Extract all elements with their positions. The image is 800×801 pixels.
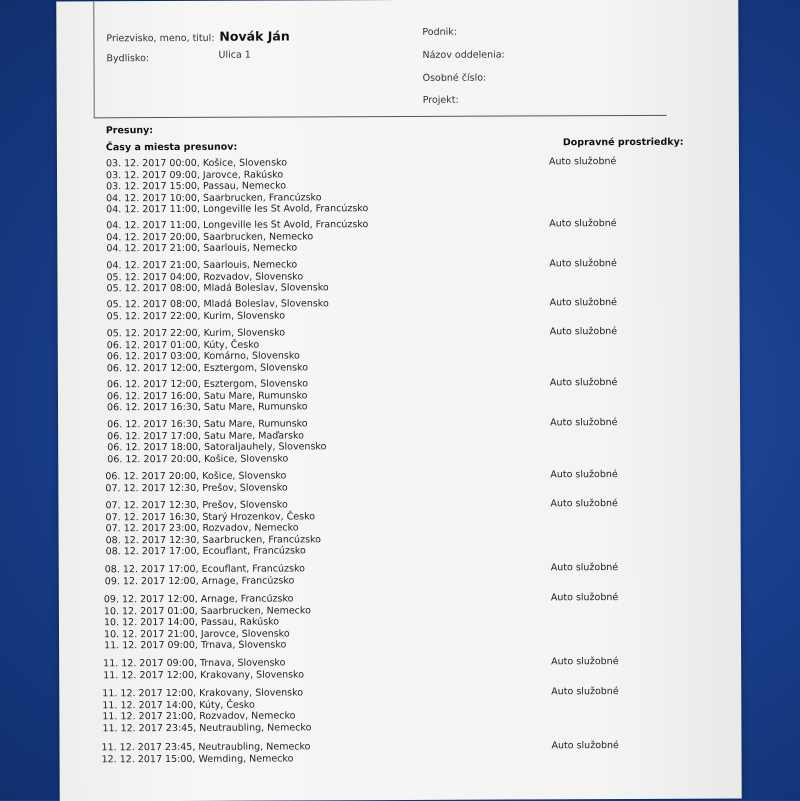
transfer-group	[59, 592, 741, 652]
transfer-line: 06. 12. 2017 18:00, Satoraljauhely, Slovensko	[107, 441, 327, 454]
section-title: Presuny:	[105, 125, 154, 137]
address-label: Bydlisko:	[106, 53, 150, 65]
transfer-lines	[107, 418, 326, 465]
transfer-lines	[107, 378, 308, 414]
transfer-line: 06. 12. 2017 17:00, Satu Mare, Maďarsko	[107, 430, 304, 442]
transfer-line: 05. 12. 2017 04:00, Rozvadov, Slovensko	[106, 271, 304, 283]
transfer-line: 06. 12. 2017 20:00, Košice, Slovensko	[105, 470, 287, 483]
transport-header: Dopravné prostriedky:	[562, 136, 684, 149]
address-value: Ulica 1	[218, 49, 251, 61]
transfer-group	[57, 218, 739, 255]
transfer-line: 08. 12. 2017 12:30, Saarbrucken, Francúzsko	[105, 534, 322, 547]
name-label: Priezvisko, meno, titul:	[106, 32, 215, 45]
times-header: Časy a miesta presunov:	[105, 141, 238, 154]
transfer-line: 07. 12. 2017 12:30, Prešov, Slovensko	[105, 499, 288, 512]
transfer-line: 04. 12. 2017 10:00, Saarbrucken, Francúzsko	[106, 192, 322, 205]
transfer-lines	[102, 687, 311, 734]
transfer-line: 11. 12. 2017 23:45, Neutraubling, Nemecko	[101, 741, 311, 754]
transport-vehicle: Auto služobné	[549, 326, 618, 338]
transfer-lines	[107, 298, 329, 322]
transfer-group	[58, 498, 740, 558]
transfer-line: 10. 12. 2017 21:00, Jarovce, Slovensko	[103, 628, 290, 641]
transfer-line: 07. 12. 2017 12:30, Prešov, Slovensko	[105, 482, 288, 494]
transport-vehicle: Auto služobné	[550, 498, 618, 510]
transfer-line: 05. 12. 2017 22:00, Kurim, Slovensko	[106, 327, 286, 340]
transfer-line: 08. 12. 2017 17:00, Ecouflant, Francúzsko	[105, 545, 306, 558]
transport-vehicle: Auto služobné	[551, 656, 619, 668]
transfer-lines	[107, 327, 308, 374]
transfer-line: 11. 12. 2017 12:00, Krakovany, Slovensko	[102, 687, 304, 700]
transfer-group	[58, 297, 740, 322]
transfer-line: 04. 12. 2017 20:00, Saarbrucken, Nemecko	[106, 230, 314, 243]
transfer-line: 12. 12. 2017 15:00, Wemding, Nemecko	[101, 753, 294, 765]
transfer-group	[58, 377, 740, 414]
document-page	[56, 0, 741, 801]
transport-vehicle: Auto služobné	[549, 218, 617, 230]
transport-vehicle: Auto služobné	[549, 297, 617, 309]
company-label: Podnik:	[422, 26, 458, 38]
department-label: Názov oddelenia:	[422, 49, 505, 61]
transfer-group	[58, 469, 740, 494]
transfer-lines	[103, 657, 304, 681]
transfer-lines	[104, 593, 311, 652]
transfer-line: 11. 12. 2017 09:00, Trnava, Slovensko	[103, 657, 286, 670]
project-label: Projekt:	[422, 94, 459, 106]
transport-vehicle: Auto služobné	[550, 592, 619, 604]
transfer-line: 07. 12. 2017 16:30, Starý Hrozenkov, Česko	[105, 510, 316, 523]
transfer-line: 11. 12. 2017 14:00, Kúty, Česko	[102, 699, 255, 711]
transfer-group	[59, 686, 741, 735]
transfer-group	[59, 656, 741, 681]
name-value: Novák Ján	[219, 28, 290, 44]
transport-vehicle: Auto služobné	[549, 258, 617, 270]
transfer-group	[59, 740, 741, 765]
transfer-line: 06. 12. 2017 03:00, Komárno, Slovensko	[106, 350, 300, 363]
transfer-line: 05. 12. 2017 08:00, Mladá Boleslav, Slovensko	[106, 298, 329, 311]
transfer-line: 06. 12. 2017 16:30, Satu Mare, Rumunsko	[107, 418, 308, 431]
transfer-line: 06. 12. 2017 12:00, Esztergom, Slovensko	[106, 378, 309, 391]
transfer-lines	[101, 741, 310, 765]
transfer-group	[57, 258, 739, 295]
transfer-line: 10. 12. 2017 01:00, Saarbrucken, Nemecko	[103, 604, 311, 617]
transfer-line: 07. 12. 2017 23:00, Rozvadov, Nemecko	[105, 522, 299, 535]
transfer-line: 08. 12. 2017 17:00, Ecouflant, Francúzsko	[104, 563, 305, 576]
transfer-line: 10. 12. 2017 14:00, Passau, Rakúsko	[103, 616, 280, 629]
transfer-line: 03. 12. 2017 09:00, Jarovce, Rakúsko	[105, 169, 284, 181]
transfer-line: 06. 12. 2017 20:00, Košice, Slovensko	[107, 453, 289, 466]
transport-vehicle: Auto služobné	[551, 740, 619, 752]
transport-vehicle: Auto služobné	[550, 469, 618, 481]
transfer-line: 04. 12. 2017 11:00, Longeville les St Avold, Francúzsko	[106, 219, 369, 232]
transport-vehicle: Auto služobné	[550, 562, 619, 574]
transport-vehicle: Auto služobné	[551, 686, 619, 698]
transport-vehicle: Auto služobné	[549, 377, 618, 389]
transfer-line: 11. 12. 2017 12:00, Krakovany, Slovensko	[103, 669, 305, 681]
transfer-line: 06. 12. 2017 16:30, Satu Mare, Rumunsko	[107, 401, 308, 414]
transfer-line: 11. 12. 2017 21:00, Rozvadov, Nemecko	[102, 710, 296, 723]
transfer-group	[58, 326, 740, 375]
transport-vehicle: Auto služobné	[550, 417, 618, 429]
transfer-line: 06. 12. 2017 01:00, Kúty, Česko	[106, 339, 260, 351]
transfer-line: 03. 12. 2017 00:00, Košice, Slovensko	[105, 157, 288, 170]
transfer-lines	[106, 157, 368, 216]
transport-vehicle: Auto služobné	[548, 156, 617, 168]
transfer-lines	[106, 219, 368, 255]
transfer-lines	[105, 470, 287, 494]
personal-number-label: Osobné číslo:	[422, 72, 487, 84]
transfer-line: 06. 12. 2017 16:00, Satu Mare, Rumunsko	[106, 389, 308, 402]
transfer-lines	[105, 563, 305, 587]
transfer-line: 05. 12. 2017 22:00, Kurim, Slovensko	[106, 310, 286, 322]
transfer-groups	[56, 0, 741, 801]
transfer-line: 04. 12. 2017 11:00, Longeville les St Avold, Francúzsko	[106, 203, 369, 216]
transfer-line: 04. 12. 2017 21:00, Saarlouis, Nemecko	[106, 259, 298, 272]
transfer-line: 04. 12. 2017 21:00, Saarlouis, Nemecko	[106, 242, 298, 255]
transfer-group	[59, 562, 741, 587]
transfer-line: 05. 12. 2017 08:00, Mladá Boleslav, Slovensko	[106, 282, 329, 295]
transfer-lines	[106, 259, 328, 295]
transfer-line: 06. 12. 2017 12:00, Esztergom, Slovensko	[106, 362, 309, 375]
transfer-group	[58, 417, 740, 466]
transfer-line: 11. 12. 2017 09:00, Trnava, Slovensko	[104, 639, 287, 652]
transfer-line: 09. 12. 2017 12:00, Arnage, Francúzsko	[103, 593, 294, 606]
transfer-group	[57, 156, 739, 216]
transfer-line: 11. 12. 2017 23:45, Neutraubling, Nemecko	[102, 722, 312, 735]
transfer-line: 09. 12. 2017 12:00, Arnage, Francúzsko	[104, 575, 295, 587]
transfer-line: 03. 12. 2017 15:00, Passau, Nemecko	[106, 180, 287, 193]
transfer-lines	[105, 499, 321, 558]
